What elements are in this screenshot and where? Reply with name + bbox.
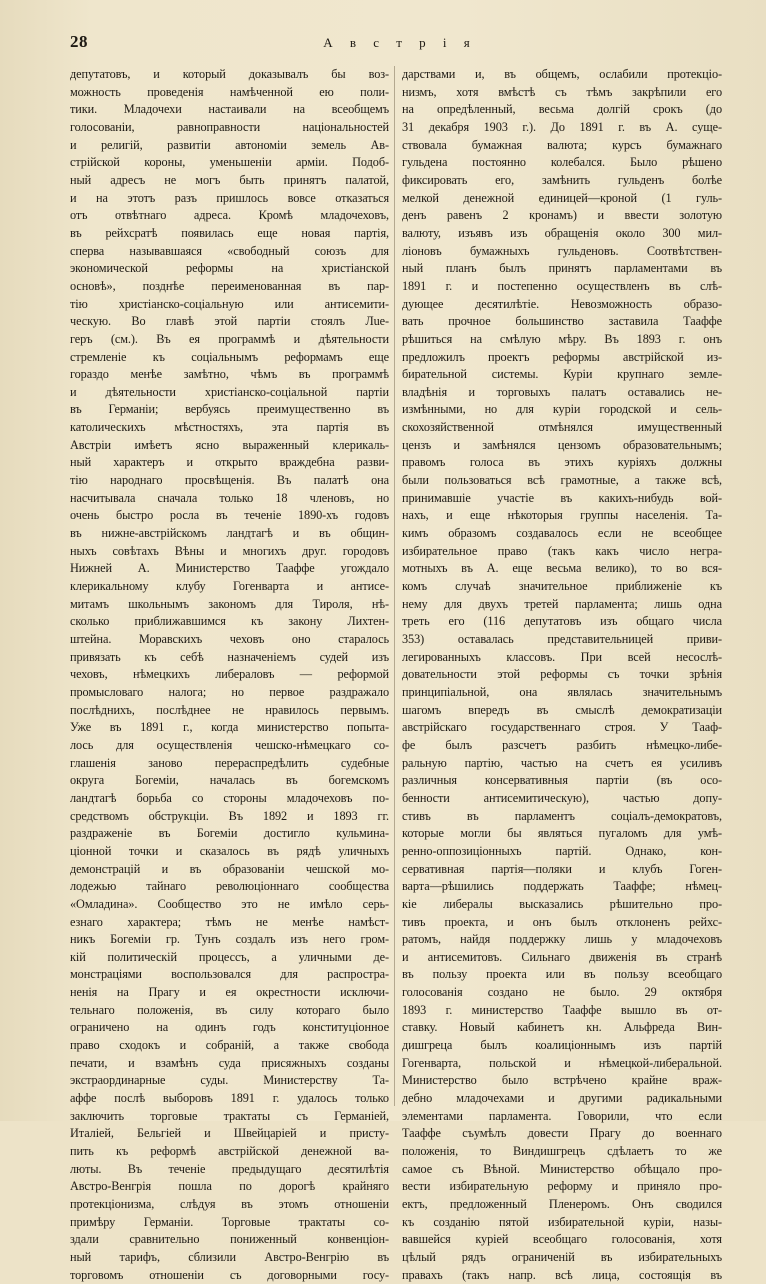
- text-line: ный адресъ не могъ быть принятъ палатой,: [70, 172, 389, 187]
- text-line: монстраціями воспользовался для распростра-: [70, 967, 389, 982]
- text-line: Тааффе съумѣлъ довести Прагу до военнаго: [402, 1126, 722, 1141]
- text-line: мотныхъ въ А. еще весьма велико), то во вся-: [402, 561, 722, 576]
- text-line: различныя консервативныя партіи (въ осо-: [402, 773, 722, 788]
- text-line: глашенія заново перераспредѣлить судебные: [70, 755, 389, 770]
- text-line: къ созданію пятой избирательной куріи, назы-: [402, 1214, 722, 1229]
- text-line: дебно младочехами и другими радикальными: [402, 1091, 722, 1106]
- text-line: тельнаго положенія, въ силу котораго было: [70, 1002, 389, 1017]
- text-line: стремленіе къ соціальнымъ реформамъ еще: [70, 349, 389, 364]
- text-line: вать прочное большинство заставила Тааффе: [402, 314, 722, 329]
- text-line: штейна. Моравскихъ чеховъ оно старалось: [70, 632, 389, 646]
- text-line: насчитывала сначала только 18 членовъ, но: [70, 490, 389, 505]
- text-line: отъ отвѣтнаго адреса. Кромѣ младочеховъ,: [70, 208, 389, 223]
- text-line: гульдена постоянно колебался. Было рѣшено: [402, 155, 722, 170]
- text-line: положенія, то Виндишгрецъ сдѣлаетъ то же: [402, 1144, 722, 1159]
- text-line: экстраординарные суды. Министерству Та-: [70, 1073, 389, 1088]
- text-line: торговомъ отношеніи съ договорными госу-: [70, 1267, 389, 1282]
- text-line: принимавшіе участіе въ какихъ-нибудь вой-: [402, 490, 722, 505]
- text-line: и на этотъ разъ пришлось вовсе отказаться: [70, 190, 389, 205]
- text-line: бенности антисемитическую), частью допу-: [402, 790, 722, 805]
- text-line: ральную партію, частью на счетъ ея усиливъ: [402, 755, 722, 770]
- text-line: сперва называвшаяся «свободный союзъ для: [70, 243, 389, 258]
- text-line: измѣнными, но для куріи городской и сель-: [402, 402, 722, 417]
- text-line: стрійской короны, уменьшеніи арміи. Подоб-: [70, 155, 389, 170]
- text-line: Австро-Венгрія пошла по дорогѣ крайняго: [70, 1179, 389, 1194]
- text-line: заключить торговые трактаты съ Германіей,: [70, 1108, 389, 1123]
- text-line: клерикальному клубу Гогенварта и антисе-: [70, 579, 389, 594]
- text-line: можность проведенія намѣченной ею поли-: [70, 84, 389, 99]
- text-line: ствовала бумажная валюта; курсъ бумажнаго: [402, 137, 722, 152]
- text-line: на опредѣленный, весьма долгій срокъ (до: [402, 102, 722, 117]
- text-line: кимъ образомъ создавалось если не всеобщее: [402, 526, 722, 541]
- text-line: послѣднихъ, послѣднее не нравилось первымъ.: [70, 702, 389, 717]
- text-line: ціонной точки и сказалось въ рядѣ уличныхъ: [70, 843, 389, 858]
- text-line: самое съ Вѣной. Министерство обѣщало про-: [402, 1161, 722, 1176]
- text-line: ный характеръ и открыто враждебна разви-: [70, 455, 389, 470]
- text-line: езнаго характера; тѣмъ не менѣе намѣст-: [70, 914, 389, 929]
- text-line: тивъ проекта, и онъ былъ отклоненъ рейхс-: [402, 914, 722, 929]
- text-line: владѣнія и торговыхъ палатъ оставались не-: [402, 384, 722, 399]
- text-line: сервативная партія—поляки и клубъ Гоген-: [402, 861, 722, 876]
- text-line: ратомъ, найдя поддержку лишь у младочеховъ: [402, 932, 722, 947]
- text-line: лодежью тайнаго революціоннаго сообщества: [70, 879, 389, 894]
- text-line: ектъ, предложенный Пленеромъ. Онъ сводился: [402, 1197, 722, 1211]
- text-line: Министерство было встрѣчено крайне враж-: [402, 1073, 722, 1088]
- text-line: голосованія создано не было. 29 октября: [402, 985, 722, 1000]
- text-line: голосованіи, равноправности національностей: [70, 119, 389, 134]
- text-line: правомъ голоса въ этихъ куріяхъ должны: [402, 455, 722, 470]
- text-line: низмъ, хотя вмѣстѣ съ тѣмъ закрѣпили его: [402, 84, 722, 99]
- text-line: чеховъ, нѣмецкихъ либераловъ — реформой: [70, 667, 389, 682]
- text-line: здали сравнительно пониженный конвенціон-: [70, 1232, 389, 1247]
- text-line: Уже въ 1891 г., когда министерство попыта-: [70, 720, 389, 735]
- text-line: Гогенварта, польской и нѣмецкой-либеральной.: [402, 1055, 722, 1070]
- text-line: стивъ въ парламентъ соціалъ-демократовъ,: [402, 808, 722, 823]
- text-line: элементами парламента. Говорили, что если: [402, 1108, 722, 1123]
- text-line: лось для осуществленія чешско-нѣмецкаго со-: [70, 737, 389, 752]
- text-line: нахъ, и еще нѣкоторыя группы населенія. Та-: [402, 508, 722, 523]
- text-line: въ нижне-австрійскомъ ландтагѣ и въ общин-: [70, 526, 389, 541]
- text-line: въ пользу проекта или въ пользу всеобщаго: [402, 967, 722, 982]
- text-line: легированныхъ классовъ. При всей несослѣ-: [402, 649, 722, 664]
- text-line: сколько приближавшимся къ закону Лихтен-: [70, 614, 389, 629]
- text-line: избирательное право (такъ какъ число негра-: [402, 543, 722, 558]
- text-line: депутатовъ, и который доказывалъ бы воз-: [70, 67, 389, 81]
- text-line: треть его (116 депутатовъ изъ общаго числа: [402, 614, 722, 629]
- text-column-left: [70, 66, 389, 1284]
- text-line: ліоновъ бумажныхъ гульденовъ. Соотвѣтствен-: [402, 243, 722, 258]
- text-line: и дѣятельности христіанско-соціальной партіи: [70, 384, 389, 399]
- text-line: 31 декабря 1903 г.). До 1891 г. въ А. суще-: [402, 119, 722, 134]
- text-line: бирательной системы. Куріи крупнаго земле-: [402, 367, 722, 382]
- text-line: варта—рѣшились поддержать Тааффе; нѣмец-: [402, 879, 722, 894]
- text-line: рѣшиться на смѣлую мѣру. Въ 1893 г. онъ: [402, 331, 722, 346]
- text-line: фиксировать его, замѣнить гульденъ болѣе: [402, 172, 722, 187]
- text-line: право сходокъ и собраній, а также свобода: [70, 1038, 389, 1053]
- text-line: скохозяйственной отмѣнялся имущественный: [402, 420, 722, 435]
- text-line: 1893 г. министерство Тааффе вышло въ от-: [402, 1002, 722, 1017]
- text-line: принципіальной, она являлась значительнымъ: [402, 684, 722, 699]
- text-line: аффе послѣ выборовъ 1891 г. удалось только: [70, 1091, 389, 1106]
- text-line: протекціонизма, слѣдуя въ этомъ отношеніи: [70, 1197, 389, 1211]
- text-line: ныхъ совѣтахъ Вѣны и многихъ друг. городовъ: [70, 543, 389, 558]
- text-line: пить къ реформѣ австрійской денежной ва-: [70, 1144, 389, 1159]
- text-line: 353) оставалась представительницей приви-: [402, 632, 722, 646]
- text-line: привязать къ себѣ назначеніемъ судей изъ: [70, 649, 389, 664]
- text-line: довательности этой реформы съ точки зрѣнія: [402, 667, 722, 682]
- text-line: австрійскаго государственнаго строя. У Тааф-: [402, 720, 722, 735]
- text-line: кій политическій процессъ, а уличными де-: [70, 949, 389, 964]
- text-line: ставку. Новый кабинетъ кн. Альфреда Вин-: [402, 1020, 722, 1035]
- text-line: предложилъ проектъ реформы австрійской из-: [402, 349, 722, 364]
- text-line: цензъ и замѣнялся цензомъ образовательнымъ;: [402, 437, 722, 452]
- text-line: очень быстро росла въ теченіе 1890-хъ годовъ: [70, 508, 389, 523]
- text-line: основѣ», позднѣе переименованная въ пар-: [70, 278, 389, 293]
- text-line: средствомъ обструкціи. Въ 1892 и 1893 гг.: [70, 808, 389, 823]
- text-line: валюту, изъявъ изъ обращенія около 300 мил-: [402, 225, 722, 240]
- text-line: «Омладина». Сообщество это не имѣло серь-: [70, 896, 389, 911]
- text-line: католическихъ мѣстностяхъ, эта партія въ: [70, 420, 389, 435]
- text-line: комъ случаѣ значительное приближеніе къ: [402, 579, 722, 594]
- text-line: мелкой денежной единицей—кроной (1 гуль-: [402, 190, 722, 205]
- text-line: геръ (см.). Въ ея программѣ и дѣятельности: [70, 331, 389, 346]
- text-line: примѣру Германіи. Торговые трактаты со-: [70, 1214, 389, 1229]
- text-line: въ Германіи; вербуясь преимущественно въ: [70, 402, 389, 417]
- text-line: демонстрацій и въ образованіи чешской мо-: [70, 861, 389, 876]
- text-line: ный планъ былъ принятъ парламентами въ: [402, 261, 722, 276]
- text-line: ненія на Прагу и ея окрестности исключи-: [70, 985, 389, 1000]
- text-line: дишгреца былъ коалиціоннымъ изъ партій: [402, 1038, 722, 1053]
- text-line: ландтагѣ борьба со стороны младочеховъ по-: [70, 790, 389, 805]
- text-line: вести избирательную реформу и приняло про-: [402, 1179, 722, 1194]
- text-line: никъ Богеміи гр. Тунъ создалъ изъ него гром-: [70, 932, 389, 947]
- text-line: которые могли бы являться пугаломъ для умѣ-: [402, 826, 722, 841]
- text-line: Италіей, Бельгіей и Швейцаріей и присту-: [70, 1126, 389, 1141]
- text-line: ограничено на одинъ годъ конституціонное: [70, 1020, 389, 1035]
- text-line: нему для двухъ третей парламента; лишь одна: [402, 596, 722, 611]
- text-line: митамъ школьнымъ закономъ для Тироля, нѣ-: [70, 596, 389, 611]
- text-line: были пользоваться всѣ грамотные, а также всѣ,: [402, 473, 722, 488]
- text-line: фе былъ разсчетъ разбить нѣмецко-либе-: [402, 737, 722, 752]
- text-line: Австріи имѣетъ ясно выраженный клерикаль-: [70, 437, 389, 452]
- text-line: округа Богеміи, началась въ богемскомъ: [70, 773, 389, 788]
- text-line: въ рейхсратѣ появилась еще новая партія,: [70, 225, 389, 240]
- running-head: А в с т р і я: [323, 35, 477, 50]
- text-line: цѣлый рядъ ограниченій въ избирательныхъ: [402, 1249, 722, 1264]
- text-line: дующее десятилѣтіе. Невозможность образо-: [402, 296, 722, 311]
- column-divider: [394, 66, 395, 1106]
- page-number: 28: [70, 32, 88, 51]
- text-line: и религій, развитіи автономіи земель Ав-: [70, 137, 389, 152]
- text-line: и антисемитовъ. Сильнаго движенія въ странѣ: [402, 949, 722, 964]
- text-line: вавшейся куріей всеобщаго голосованія, хотя: [402, 1232, 722, 1247]
- text-line: дарствами и, въ общемъ, ослабили протекціо-: [402, 67, 722, 81]
- text-line: шагомъ впередъ въ смыслѣ демократизаціи: [402, 702, 722, 717]
- text-line: тію народнаго просвѣщенія. Въ палатѣ она: [70, 473, 389, 488]
- text-line: ческую. Во главѣ этой партіи стоялъ Лue-: [70, 314, 389, 329]
- text-line: кіе либералы высказались рѣшительно про-: [402, 896, 722, 911]
- text-line: 1891 г. и постепенно осуществленъ въ слѣ-: [402, 278, 722, 293]
- text-line: экономической реформы на христіанской: [70, 261, 389, 276]
- text-column-right: [402, 66, 722, 1284]
- text-line: люты. Въ теченіе предыдущаго десятилѣтія: [70, 1161, 389, 1176]
- text-line: ренно-оппозиціонныхъ партій. Однако, кон-: [402, 843, 722, 858]
- text-line: гораздо менѣе замѣтно, чѣмъ въ программѣ: [70, 367, 389, 382]
- text-line: печати, и взамѣнъ суда присяжныхъ созданы: [70, 1055, 389, 1070]
- text-line: Нижней А. Министерство Тааффе угождало: [70, 561, 389, 576]
- text-line: промысловаго налога; но первое раздражало: [70, 684, 389, 699]
- text-line: правахъ (такъ напр. всѣ лица, состоящія въ: [402, 1267, 722, 1282]
- text-line: денъ равенъ 2 кронамъ) и ввести золотую: [402, 208, 722, 223]
- text-line: ный тарифъ, сблизили Австро-Венгрію въ: [70, 1249, 389, 1264]
- text-line: тію христіанско-соціальную или антисемити-: [70, 296, 389, 311]
- text-line: тики. Младочехи настаивали на всеобщемъ: [70, 102, 389, 117]
- text-line: раздраженіе въ Богеміи достигло кульмина-: [70, 826, 389, 841]
